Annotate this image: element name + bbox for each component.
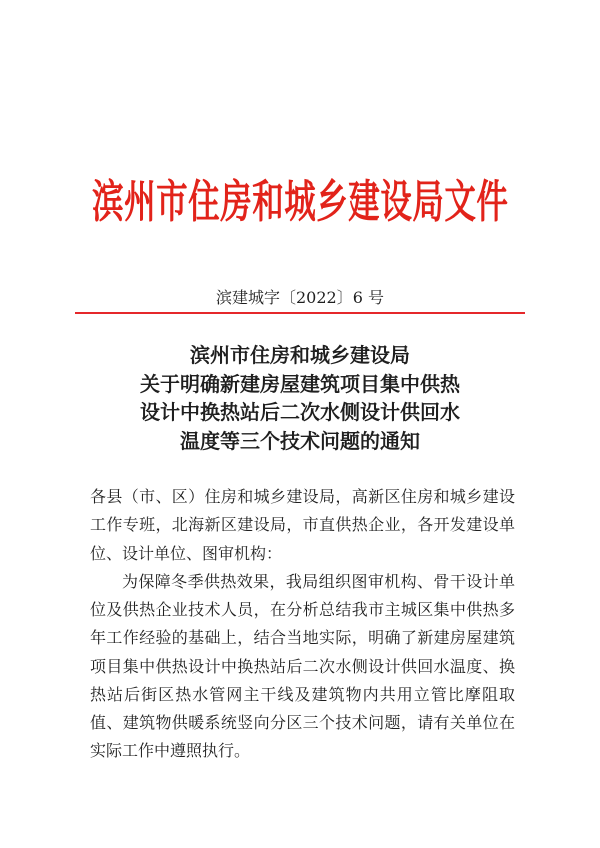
notice-title bbox=[0, 341, 600, 456]
document-body bbox=[90, 483, 515, 766]
paragraph-line: 为保障冬季供热效果，我局组织图审机构、骨干设计单 bbox=[122, 571, 515, 591]
document-number: 滨建城字〔2022〕6 号 bbox=[216, 288, 384, 307]
paragraph-line: 项目集中供热设计中换热站后二次水侧设计供回水温度、换 bbox=[90, 656, 515, 676]
red-divider-line bbox=[75, 312, 525, 314]
red-header-title: 滨州市住房和城乡建设局文件 bbox=[92, 175, 508, 228]
paragraph-line: 值、建筑物供暖系统竖向分区三个技术问题，请有关单位在 bbox=[90, 713, 515, 732]
salutation-line: 各县（市、区）住房和城乡建设局，高新区住房和城乡建设 bbox=[90, 487, 515, 506]
title-line: 温度等三个技术问题的通知 bbox=[180, 429, 420, 454]
salutation-line: 位、设计单位、图审机构： bbox=[90, 543, 283, 563]
title-line: 设计中换热站后二次水侧设计供回水 bbox=[140, 400, 460, 425]
title-line: 关于明确新建房屋建筑项目集中供热 bbox=[140, 371, 460, 396]
paragraph-line: 实际工作中遵照执行。 bbox=[90, 741, 251, 761]
paragraph-line: 位及供热企业技术人员，在分析总结我市主城区集中供热多 bbox=[90, 600, 515, 619]
title-line: 滨州市住房和城乡建设局 bbox=[190, 343, 410, 367]
paragraph-line: 年工作经验的基础上，结合当地实际，明确了新建房屋建筑 bbox=[90, 628, 515, 648]
salutation-line: 工作专班，北海新区建设局，市直供热企业，各开发建设单 bbox=[90, 515, 515, 535]
paragraph-line: 热站后街区热水管网主干线及建筑物内共用立管比摩阻取 bbox=[90, 684, 515, 704]
